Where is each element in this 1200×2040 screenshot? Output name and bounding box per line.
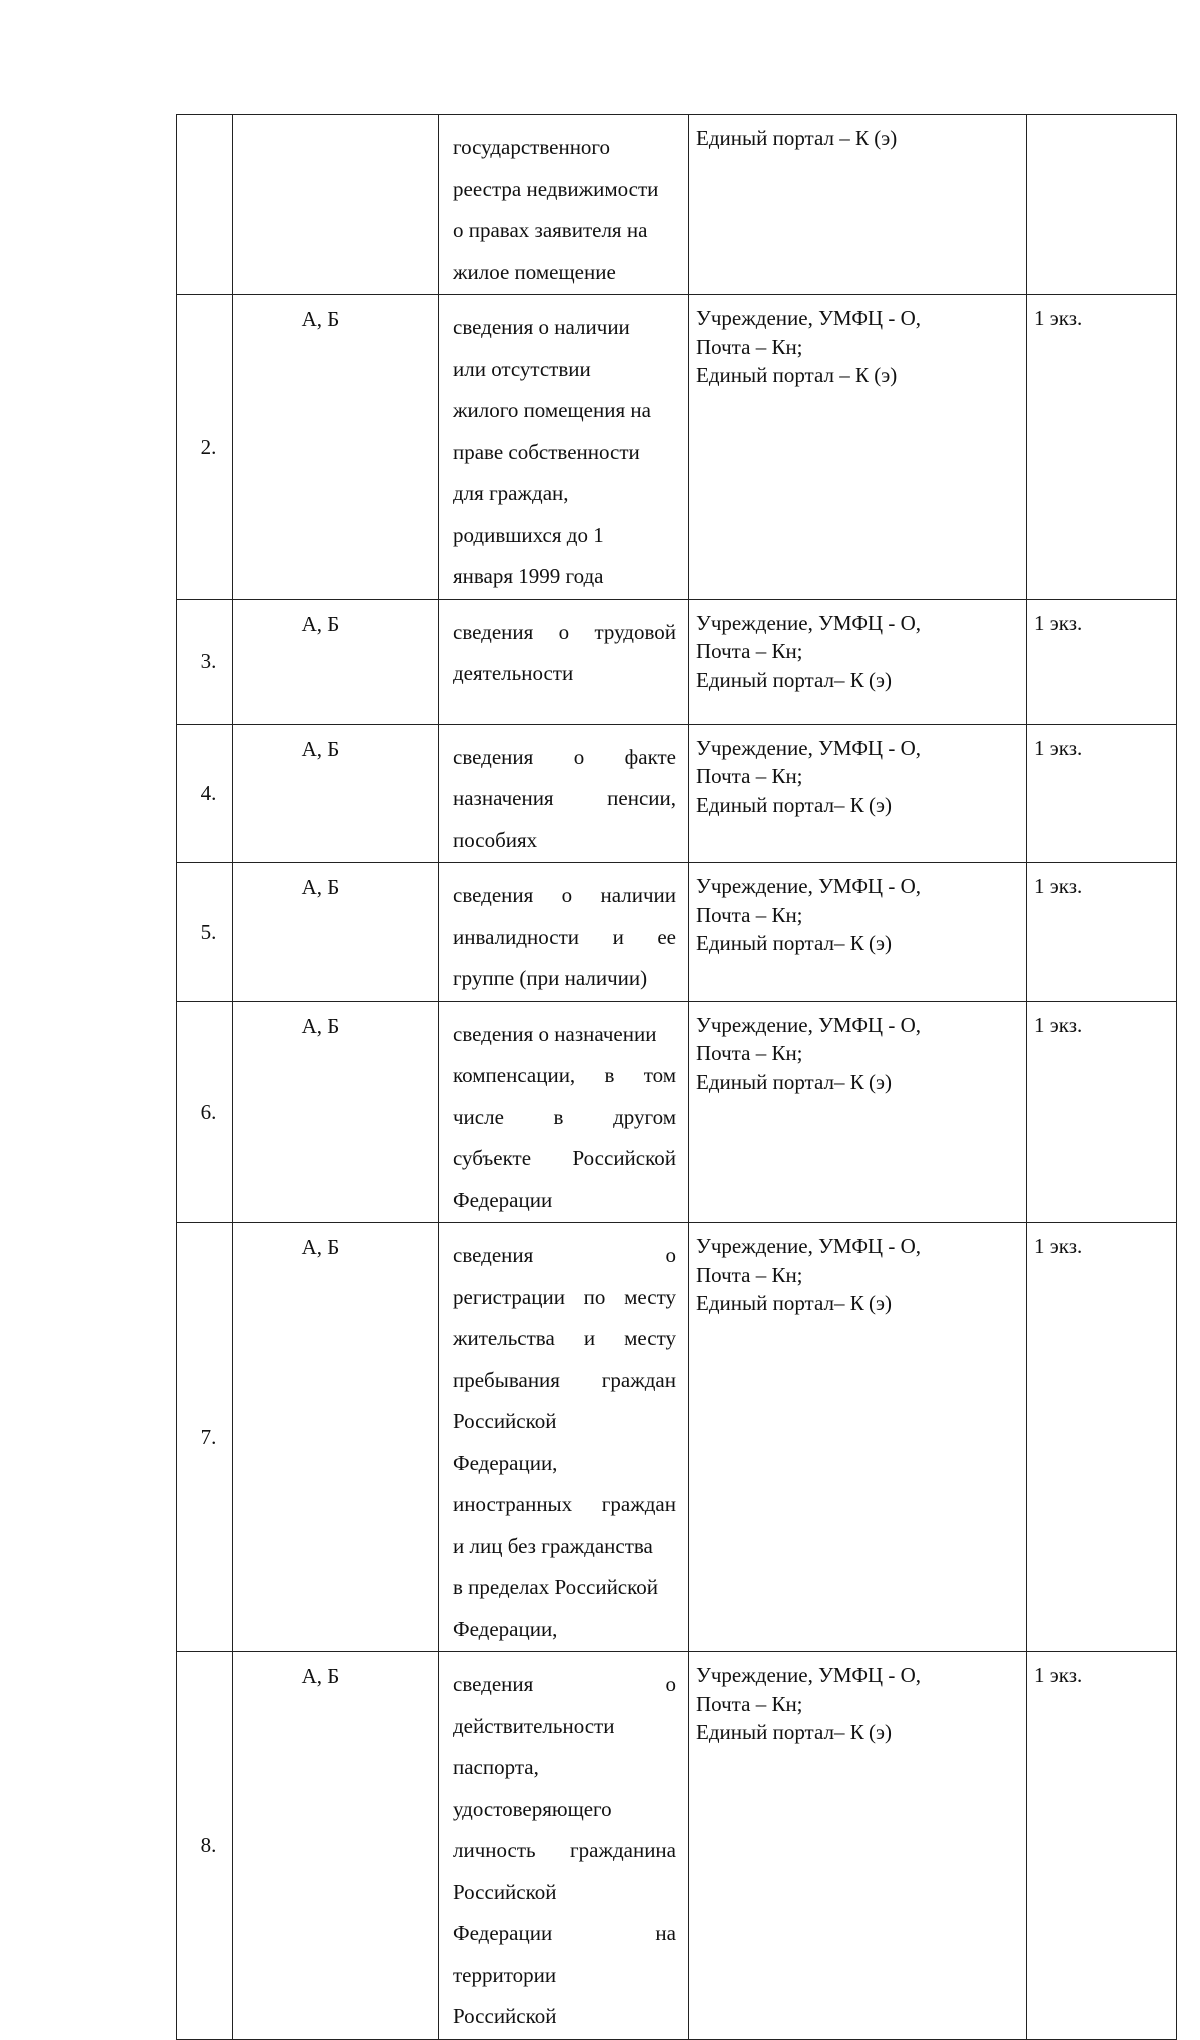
row-number: 2. (200, 434, 217, 459)
row-number-cell (177, 1652, 233, 2040)
row-number: 4. (200, 781, 217, 805)
row-number: 8. (200, 1833, 217, 1857)
description-line: Федерации, (453, 1450, 558, 1475)
row-number: 5. (200, 919, 217, 944)
description-line: территории (453, 1962, 557, 1987)
row-number-cell (177, 115, 233, 295)
description-line: января 1999 года (453, 564, 604, 588)
applicant-category: А, Б (301, 875, 340, 899)
document-description-cell (439, 1223, 689, 1652)
document-description-cell (439, 724, 689, 863)
row-number-cell (177, 863, 233, 1002)
row-number: 6. (200, 1099, 217, 1124)
copies-cell (1027, 724, 1177, 863)
applicant-category (233, 115, 438, 125)
submission-method: Учреждение, УМФЦ - О, Почта – Кн; Единый портал– К (э) (696, 874, 921, 955)
description-line: жилого помещения на (453, 398, 651, 422)
description-line: сведения о наличии (453, 315, 630, 339)
description-line: субъекте Российской (453, 1146, 676, 1170)
row-number-cell (177, 1001, 233, 1223)
applicant-category: А, Б (301, 736, 340, 761)
description-line: сведения о трудовой (453, 619, 676, 644)
applicant-category: А, Б (301, 1664, 340, 1688)
row-number-cell (177, 599, 233, 724)
description-line: действительности (453, 1713, 615, 1738)
description-line: Российской (453, 1409, 557, 1433)
applicant-category: А, Б (301, 307, 340, 331)
submission-method: Учреждение, УМФЦ - О, Почта – Кн; Единый портал– К (э) (696, 1663, 921, 1744)
description-line: личность гражданина (453, 1838, 676, 1862)
document-description (439, 1002, 688, 1223)
document-description (439, 115, 688, 294)
table-row (177, 724, 1177, 863)
description-line: назначения пенсии, (453, 786, 676, 810)
description-line: государственного (453, 135, 611, 159)
description-line: пособиях (453, 827, 538, 852)
copies-cell (1027, 599, 1177, 724)
applicant-category-cell (233, 1001, 439, 1223)
copies-count: 1 экз. (1034, 1663, 1083, 1687)
copies-cell (1027, 1001, 1177, 1223)
copies-cell (1027, 295, 1177, 600)
copies-cell (1027, 1652, 1177, 2040)
description-line: Российской (453, 1879, 557, 1904)
document-description-cell (439, 295, 689, 600)
submission-method: Учреждение, УМФЦ - О, Почта – Кн; Единый портал– К (э) (696, 610, 921, 692)
table-row (177, 115, 1177, 295)
document-description (439, 1223, 688, 1651)
submission-method: Учреждение, УМФЦ - О, Почта – Кн; Единый портал– К (э) (696, 735, 921, 817)
submission-method-cell (689, 1223, 1027, 1652)
applicant-category-cell (233, 295, 439, 600)
submission-method-cell (689, 599, 1027, 724)
submission-method: Учреждение, УМФЦ - О, Почта – Кн; Единый портал– К (э) (696, 1234, 921, 1315)
copies-count: 1 экз. (1034, 1234, 1083, 1258)
description-line: сведения о назначении (453, 1021, 657, 1046)
applicant-category: А, Б (301, 611, 340, 636)
document-description (439, 863, 688, 1001)
copies-count: 1 экз. (1034, 610, 1083, 635)
document-description-cell (439, 863, 689, 1002)
copies-cell (1027, 1223, 1177, 1652)
submission-method: Учреждение, УМФЦ - О, Почта – Кн; Единый портал– К (э) (696, 1012, 921, 1094)
applicant-category-cell (233, 863, 439, 1002)
description-line: для граждан, (453, 481, 569, 505)
description-line: Российской (453, 2004, 557, 2028)
description-line: сведения о факте (453, 744, 676, 769)
description-line: сведения о наличии (453, 883, 676, 907)
description-line: инвалидности и ее (453, 924, 676, 949)
submission-method: Учреждение, УМФЦ - О, Почта – Кн; Единый портал – К (э) (696, 306, 921, 387)
applicant-category: А, Б (301, 1235, 340, 1259)
description-line: Федерации (453, 1187, 553, 1212)
row-number: 3. (200, 649, 217, 674)
description-line: группе (при наличии) (453, 966, 648, 990)
submission-method-cell (689, 724, 1027, 863)
copies-cell (1027, 863, 1177, 1002)
description-line: числе в другом (453, 1104, 676, 1129)
description-line: удостоверяющего (453, 1796, 612, 1821)
copies-count: 1 экз. (1034, 306, 1083, 330)
document-description-cell (439, 115, 689, 295)
copies-count: 1 экз. (1034, 1012, 1083, 1037)
description-line: Федерации, (453, 1616, 558, 1641)
applicant-category-cell (233, 115, 439, 295)
row-number-cell (177, 295, 233, 600)
description-line: сведения о (453, 1243, 676, 1267)
submission-method-cell (689, 115, 1027, 295)
applicant-category-cell (233, 1652, 439, 2040)
submission-method-cell (689, 295, 1027, 600)
description-line: компенсации, в том (453, 1063, 676, 1087)
description-line: Федерации на (453, 1921, 676, 1945)
description-line: регистрации по месту (453, 1284, 676, 1309)
documents-table (176, 114, 1177, 2040)
document-description-cell (439, 1001, 689, 1223)
table-body (177, 115, 1177, 2040)
document-description-cell (439, 1652, 689, 2040)
description-line: жительства и месту (453, 1326, 676, 1350)
description-line: сведения о (453, 1672, 676, 1696)
document-description (439, 295, 688, 599)
submission-method: Единый портал – К (э) (696, 126, 898, 150)
submission-method-cell (689, 1001, 1027, 1223)
description-line: реестра недвижимости (453, 176, 659, 201)
copies-count: 1 экз. (1034, 874, 1083, 898)
description-line: жилое помещение (453, 259, 616, 284)
row-number-cell (177, 724, 233, 863)
applicant-category-cell (233, 724, 439, 863)
table-row (177, 295, 1177, 600)
row-number: 7. (200, 1424, 217, 1449)
copies-count (1027, 115, 1176, 128)
description-line: родившихся до 1 (453, 522, 604, 547)
document-description (439, 600, 688, 696)
table-row (177, 863, 1177, 1002)
description-line: паспорта, (453, 1755, 539, 1779)
description-line: иностранных граждан (453, 1492, 676, 1516)
description-line: деятельности (453, 661, 574, 685)
applicant-category-cell (233, 1223, 439, 1652)
description-line: в пределах Российской (453, 1575, 658, 1599)
row-number-cell (177, 1223, 233, 1652)
applicant-category: А, Б (301, 1013, 340, 1038)
applicant-category-cell (233, 599, 439, 724)
copies-count: 1 экз. (1034, 735, 1083, 760)
submission-method-cell (689, 1652, 1027, 2040)
description-line: или отсутствии (453, 356, 591, 381)
document-description (439, 1652, 688, 2039)
table-row (177, 1652, 1177, 2040)
table-row (177, 599, 1177, 724)
submission-method-cell (689, 863, 1027, 1002)
description-line: о правах заявителя на (453, 218, 648, 242)
document-description (439, 725, 688, 863)
document-description-cell (439, 599, 689, 724)
copies-cell (1027, 115, 1177, 295)
table-row (177, 1001, 1177, 1223)
description-line: пребывания граждан (453, 1367, 676, 1392)
description-line: праве собственности (453, 439, 640, 464)
table-row (177, 1223, 1177, 1652)
description-line: и лиц без гражданства (453, 1533, 653, 1558)
